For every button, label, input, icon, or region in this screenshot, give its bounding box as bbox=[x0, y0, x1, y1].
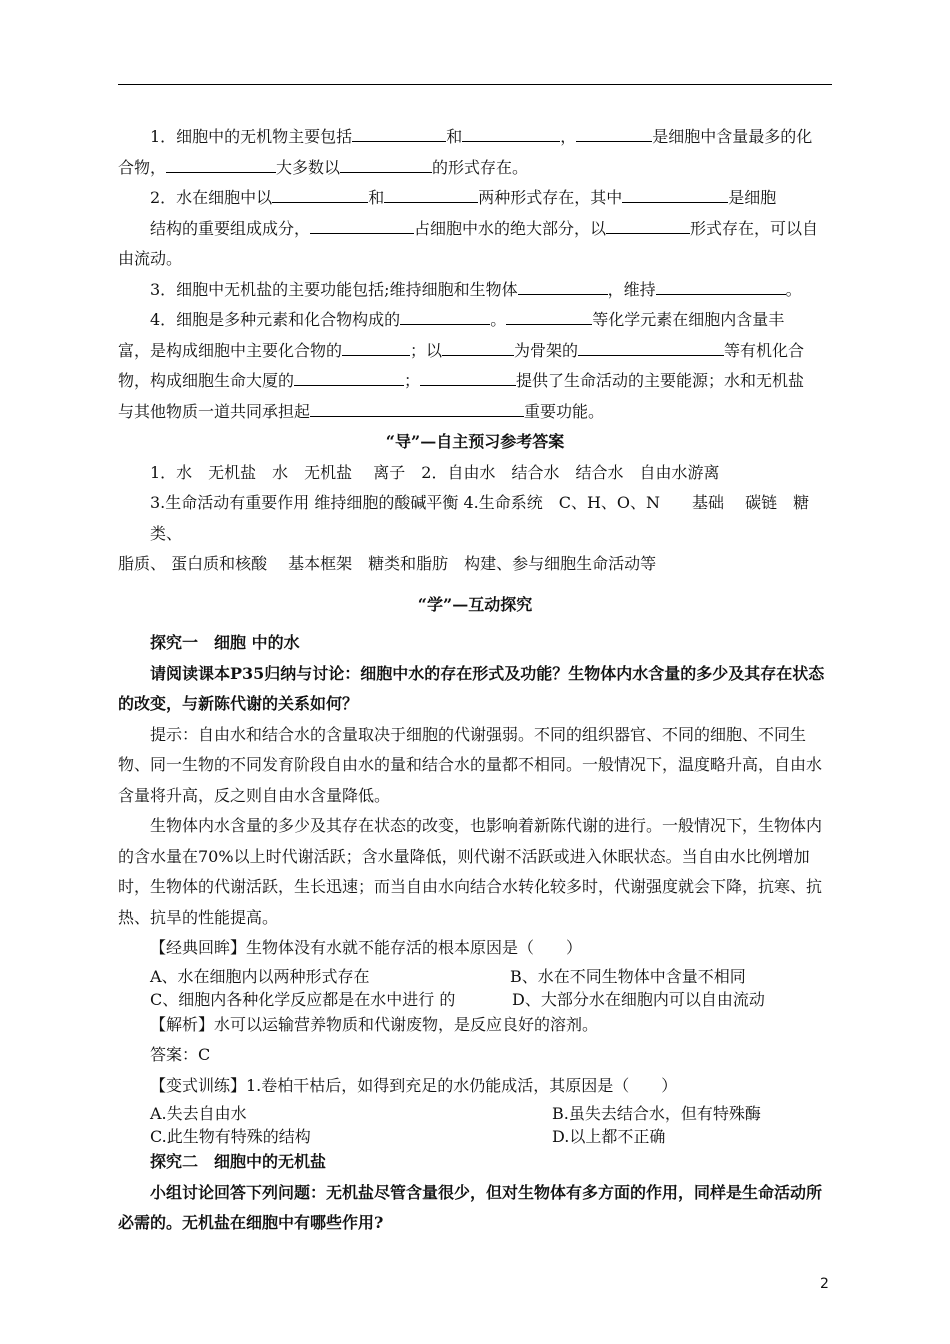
text: 两种形式存在，其中 bbox=[478, 188, 623, 207]
blank bbox=[384, 187, 478, 203]
option-d: D、大部分水在细胞内可以自由流动 bbox=[512, 989, 765, 1009]
blank bbox=[622, 187, 728, 203]
question-3 bbox=[118, 275, 832, 306]
question-1 bbox=[118, 122, 832, 183]
text: 和 bbox=[446, 127, 463, 146]
header-rule bbox=[118, 84, 832, 85]
text: 大多数以 bbox=[276, 157, 341, 177]
blank bbox=[506, 309, 592, 325]
blank bbox=[166, 157, 276, 173]
text: 提供了生命活动的主要能源；水和无机盐 bbox=[516, 371, 805, 390]
blank bbox=[656, 279, 786, 295]
text: 等化学元素在细胞内含量丰 bbox=[592, 310, 785, 329]
blank bbox=[310, 401, 524, 417]
option-a: A、水在细胞内以两种形式存在 bbox=[150, 966, 370, 986]
text: 等有机化合 bbox=[724, 340, 805, 360]
blank bbox=[310, 218, 414, 234]
blank bbox=[272, 187, 368, 203]
explore-1-question: 请阅读课本P35归纳与讨论：细胞中水的存在形式及功能？生物体内水含量的多少及其存在状态的改变，与新陈代谢的关系如何？ bbox=[118, 663, 825, 713]
option-b: B、水在不同生物体中含量不相同 bbox=[510, 966, 746, 986]
variant-row-1 bbox=[118, 1101, 832, 1124]
blank bbox=[294, 370, 404, 386]
text: 重要功能。 bbox=[524, 401, 605, 421]
text: 物，构成细胞生命大厦的 bbox=[118, 371, 295, 390]
blank bbox=[420, 370, 516, 386]
document-body bbox=[118, 122, 832, 1239]
text: 是细胞 bbox=[728, 188, 777, 207]
text: 2．水在细胞中以 bbox=[150, 188, 273, 207]
explore-2-title: 探究二 细胞中的无机盐 bbox=[150, 1152, 327, 1171]
text: 由流动。 bbox=[118, 249, 183, 268]
explore-1-paragraph: 生物体内水含量的多少及其存在状态的改变，也影响着新陈代谢的进行。一般情况下，生物体内的含水量在70%以上时代谢活跃；含水量降低，则代谢不活跃或进入休眠状态。当自由水比例增加时，生物体的代谢活跃，生长迅速；而当自由水向结合水转化较多时，代谢强度就会下降，抗寒、抗热、抗旱的性能提高。 bbox=[118, 816, 823, 927]
answers-line-1: 1．水 无机盐 水 无机盐 离子 2．自由水 结合水 结合水 自由水游离 bbox=[150, 462, 720, 482]
question-2 bbox=[118, 183, 832, 214]
answers-line-2: 3.生命活动有重要作用 维持细胞的酸碱平衡 4.生命系统 C、H、O、N 基础 碳链 糖类、 bbox=[150, 493, 810, 543]
text: 为骨架的 bbox=[514, 340, 579, 360]
analysis: 【解析】水可以运输营养物质和代谢废物，是反应良好的溶剂。 bbox=[150, 1014, 599, 1034]
variant-row-2 bbox=[118, 1124, 832, 1147]
text: 形式存在，可以自 bbox=[690, 218, 819, 238]
text: 是细胞中含量最多的化 bbox=[652, 127, 813, 146]
options-row-1 bbox=[118, 964, 832, 987]
text: 占细胞中水的绝大部分，以 bbox=[414, 218, 607, 238]
text: 4．细胞是多种元素和化合物构成的 bbox=[150, 310, 401, 329]
text: 与其他物质一道共同承担起 bbox=[118, 401, 311, 421]
variant-option-b: B.虽失去结合水，但有特殊酶 bbox=[552, 1104, 761, 1123]
question-2-end bbox=[118, 244, 832, 275]
variant-question: 【变式训练】1.卷柏干枯后，如得到充足的水仍能成活，其原因是（ ） bbox=[150, 1075, 678, 1095]
text: ， bbox=[560, 127, 577, 146]
text: ； bbox=[404, 371, 421, 390]
text: ，维持 bbox=[607, 279, 656, 299]
section-title: “学”—互动探究 bbox=[417, 594, 533, 614]
blank bbox=[578, 340, 724, 356]
question-4 bbox=[118, 305, 832, 427]
option-c: C、细胞内各种化学反应都是在水中进行 的 bbox=[150, 989, 456, 1009]
blank bbox=[462, 126, 560, 142]
text: 1．细胞中的无机物主要包括 bbox=[150, 127, 353, 146]
text: 。 bbox=[785, 279, 802, 299]
blank bbox=[606, 218, 690, 234]
text: 的形式存在。 bbox=[432, 157, 529, 177]
text: 合物， bbox=[118, 157, 167, 177]
text: 结构的重要组成成分， bbox=[150, 218, 311, 238]
page-number: 2 bbox=[820, 1276, 829, 1292]
blank bbox=[400, 309, 490, 325]
answers-title: “导”—自主预习参考答案 bbox=[385, 432, 565, 451]
variant-option-d: D.以上都不正确 bbox=[552, 1127, 666, 1146]
explore-2-question: 小组讨论回答下列问题：无机盐尽管含量很少，但对生物体有多方面的作用，同样是生命活动所必需的。无机盐在细胞中有哪些作用? bbox=[118, 1182, 823, 1232]
text: 。 bbox=[490, 310, 507, 329]
answer: 答案：C bbox=[150, 1045, 211, 1064]
blank bbox=[442, 340, 514, 356]
blank bbox=[342, 340, 410, 356]
question-2-cont bbox=[118, 214, 832, 245]
blank bbox=[576, 126, 652, 142]
text: 和 bbox=[368, 188, 385, 207]
blank bbox=[518, 279, 608, 295]
options-row-2 bbox=[118, 987, 832, 1010]
explore-1-title: 探究一 细胞 中的水 bbox=[150, 633, 300, 652]
answers-line-3: 脂质、 蛋白质和核酸 基本框架 糖类和脂肪 构建、参与细胞生命活动等 bbox=[118, 554, 657, 573]
text: 3．细胞中无机盐的主要功能包括;维持细胞和生物体 bbox=[150, 279, 518, 299]
blank bbox=[340, 157, 432, 173]
explore-1-hint: 提示：自由水和结合水的含量取决于细胞的代谢强弱。不同的组织器官、不同的细胞、不同生物、同一生物的不同发育阶段自由水的量和结合水的量都不相同。一般情况下，温度略升高，自由水含量将升高，反之则自由水含量降低。 bbox=[118, 724, 823, 805]
variant-option-c: C.此生物有特殊的结构 bbox=[150, 1127, 311, 1146]
variant-option-a: A.失去自由水 bbox=[150, 1104, 247, 1123]
blank bbox=[352, 126, 446, 142]
classic-question: 【经典回眸】生物体没有水就不能存活的根本原因是（ ） bbox=[150, 938, 583, 957]
text: 富，是构成细胞中主要化合物的 bbox=[118, 340, 343, 360]
text: ；以 bbox=[410, 340, 443, 360]
